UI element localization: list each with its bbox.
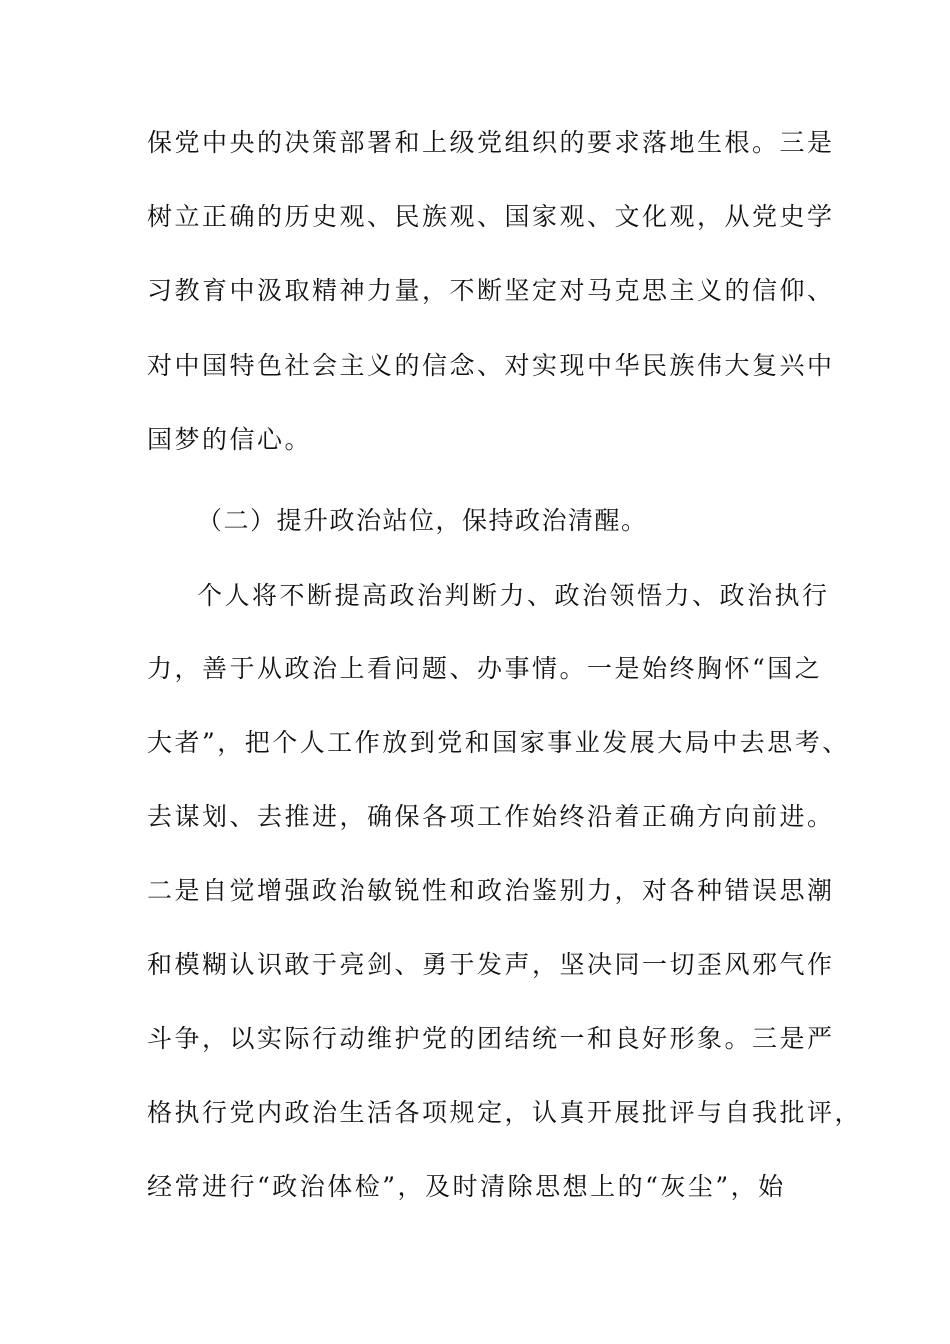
body-text-line: 对中国特色社会主义的信念、对实现中华民族伟大复兴中: [147, 351, 835, 380]
body-text-line: 国梦的信心。: [147, 425, 313, 454]
body-text-line: 保党中央的决策部署和上级党组织的要求落地生根。三是: [147, 128, 835, 157]
body-text-line: 树立正确的历史观、民族观、国家观、文化观，从党史学: [147, 202, 835, 231]
body-text-line: 经常进行“政治体检”，及时清除思想上的“灰尘”，始: [147, 1172, 786, 1201]
section-heading: （二）提升政治站位，保持政治清醒。: [197, 506, 648, 535]
body-text-line: 斗争，以实际行动维护党的团结统一和良好形象。三是严: [147, 1024, 835, 1053]
body-text-line: 个人将不断提高政治判断力、政治领悟力、政治执行: [197, 581, 830, 610]
body-text-line: 二是自觉增强政治敏锐性和政治鉴别力，对各种错误思潮: [147, 876, 835, 905]
body-text-line: 大者”，把个人工作放到党和国家事业发展大局中去思考、: [147, 728, 850, 757]
body-text-line: 力，善于从政治上看问题、办事情。一是始终胸怀“国之: [147, 654, 823, 683]
body-text-line: 和模糊认识敢于亮剑、勇于发声，坚决同一切歪风邪气作: [147, 950, 835, 979]
body-text-line: 去谋划、去推进，确保各项工作始终沿着正确方向前进。: [147, 802, 835, 831]
body-text-line: 习教育中汲取精神力量，不断坚定对马克思主义的信仰、: [147, 276, 835, 305]
body-text-line: 格执行党内政治生活各项规定，认真开展批评与自我批评，: [147, 1098, 863, 1127]
